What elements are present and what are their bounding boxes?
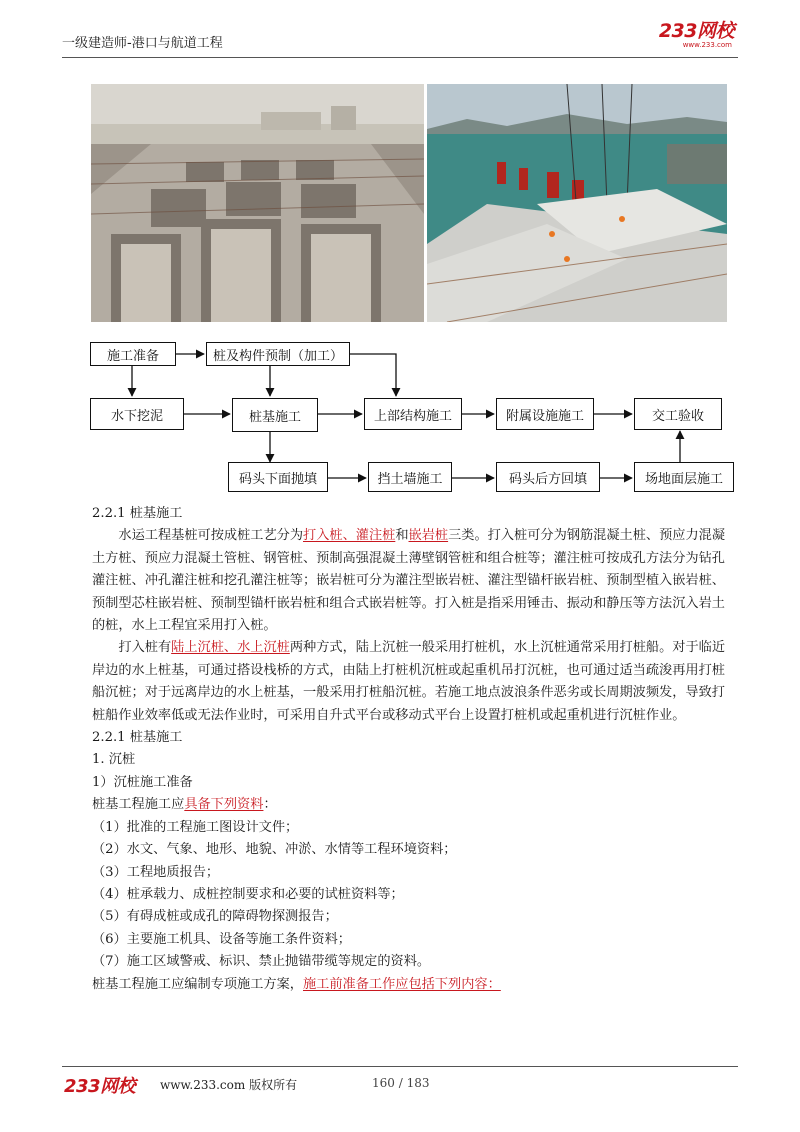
caisson-construction-photo [91, 84, 424, 322]
flow-step-riprap-fill: 码头下面抛填 [228, 462, 328, 492]
text-run: 水运工程基桩可按成桩工艺分为 [118, 528, 304, 544]
footer-copyright: www.233.com 版权所有 [160, 1078, 298, 1092]
brand-logo[interactable] [659, 22, 734, 49]
text-run: ： [263, 797, 277, 813]
text-run: 桩基工程施工应编制专项施工方案， [92, 976, 303, 992]
footer-brand-logo[interactable]: 233网校 [64, 1076, 136, 1097]
text-run: 桩基工程施工应 [92, 797, 185, 813]
subsection-heading: 1. 沉桩 [92, 752, 136, 768]
list-item: （4）桩承载力、成桩控制要求和必要的试桩资料等； [92, 886, 404, 902]
list-item: （5）有碍成桩或成孔的障碍物探测报告； [92, 909, 338, 925]
flow-step-yard-surface: 场地面层施工 [634, 462, 734, 492]
header-divider [62, 57, 738, 58]
footer-divider [62, 1066, 738, 1067]
paragraph-pile-types [92, 525, 732, 637]
flow-step-pile-foundation: 桩基施工 [232, 398, 318, 432]
list-item: （1）批准的工程施工图设计文件； [92, 819, 299, 835]
section-heading: 2.2.1 桩基施工 [92, 506, 183, 521]
page-number: 160 / 183 [372, 1076, 430, 1090]
highlight-key-term: 具备下列资料 [184, 797, 264, 813]
text-run: 两种方式，陆上沉桩一般采用打桩机，水上沉桩通常采用打桩船。对于临近岸边的水上桩基，可通过搭设栈桥的方式，由陆上打桩机沉桩或起重机吊打沉桩，也可通过适当疏浚再用打桩船沉桩；对于远离岸边的水上桩基，一般采用打桩船沉桩。若施工地点波浪条件恶劣或长周期波频发，导致打桩船作业效率低或无法作业时，可采用自升式平台或移动式平台上设置打桩机或起重机进行沉桩作业。 [92, 640, 726, 723]
highlight-key-term: 陆上沉桩、水上沉桩 [171, 640, 290, 656]
document-header-title: 一级建造师-港口与航道工程 [62, 36, 223, 51]
deck-slab-installation-photo [427, 84, 727, 322]
flow-step-underwater-dredging: 水下挖泥 [90, 398, 184, 430]
list-item: （2）水文、气象、地形、地貌、冲淤、水情等工程环境资料； [92, 842, 457, 858]
section-heading: 2.2.1 桩基施工 [92, 730, 183, 746]
list-item: （6）主要施工机具、设备等施工条件资料； [92, 931, 351, 947]
text-run: 三类。打入桩可分为钢筋混凝土桩、预应力混凝土方桩、预应力混凝土管桩、钢管桩、预制高强混凝土薄壁钢管桩和组合桩等；灌注桩可按成孔方法分为钻孔灌注桩、冲孔灌注桩和挖孔灌注桩等；嵌岩桩可分为灌注型嵌岩桩、灌注型锚杆嵌岩桩、预制型植入嵌岩桩、预制型芯柱嵌岩桩、预制型锚杆嵌岩桩和组合式嵌岩桩等。打入桩是指采用锤击、振动和静压等方法沉入岩土的桩，水上工程宜采用打入桩。 [92, 528, 726, 634]
highlight-key-term: 打入桩、灌注桩 [303, 528, 396, 544]
document-body [92, 503, 732, 996]
requirements-intro [92, 794, 732, 816]
flow-step-backfill: 码头后方回填 [496, 462, 600, 492]
brand-logo-text: 233网校 [658, 20, 734, 42]
flow-step-retaining-wall: 挡土墙施工 [368, 462, 452, 492]
highlight-key-term: 嵌岩桩 [408, 528, 449, 544]
highlight-key-term: 施工前准备工作应包括下列内容： [303, 976, 501, 992]
paragraph-pile-driving-methods [92, 637, 732, 727]
construction-process-flowchart [80, 334, 740, 496]
flow-step-pile-precast: 桩及构件预制（加工） [206, 342, 350, 366]
flow-step-superstructure: 上部结构施工 [364, 398, 462, 430]
paragraph-preparation [92, 974, 732, 996]
flow-step-ancillary-facilities: 附属设施施工 [496, 398, 594, 430]
flow-step-construction-prep: 施工准备 [90, 342, 176, 366]
list-item: （7）施工区域警戒、标识、禁止抛锚带缆等规定的资料。 [92, 954, 431, 970]
text-run: 打入桩有 [118, 640, 172, 656]
brand-logo-url: www.233.com [682, 41, 732, 49]
text-run: 和 [395, 528, 409, 544]
flow-step-handover-acceptance: 交工验收 [634, 398, 722, 430]
subsection-heading: 1）沉桩施工准备 [92, 774, 193, 790]
list-item: （3）工程地质报告； [92, 864, 220, 880]
